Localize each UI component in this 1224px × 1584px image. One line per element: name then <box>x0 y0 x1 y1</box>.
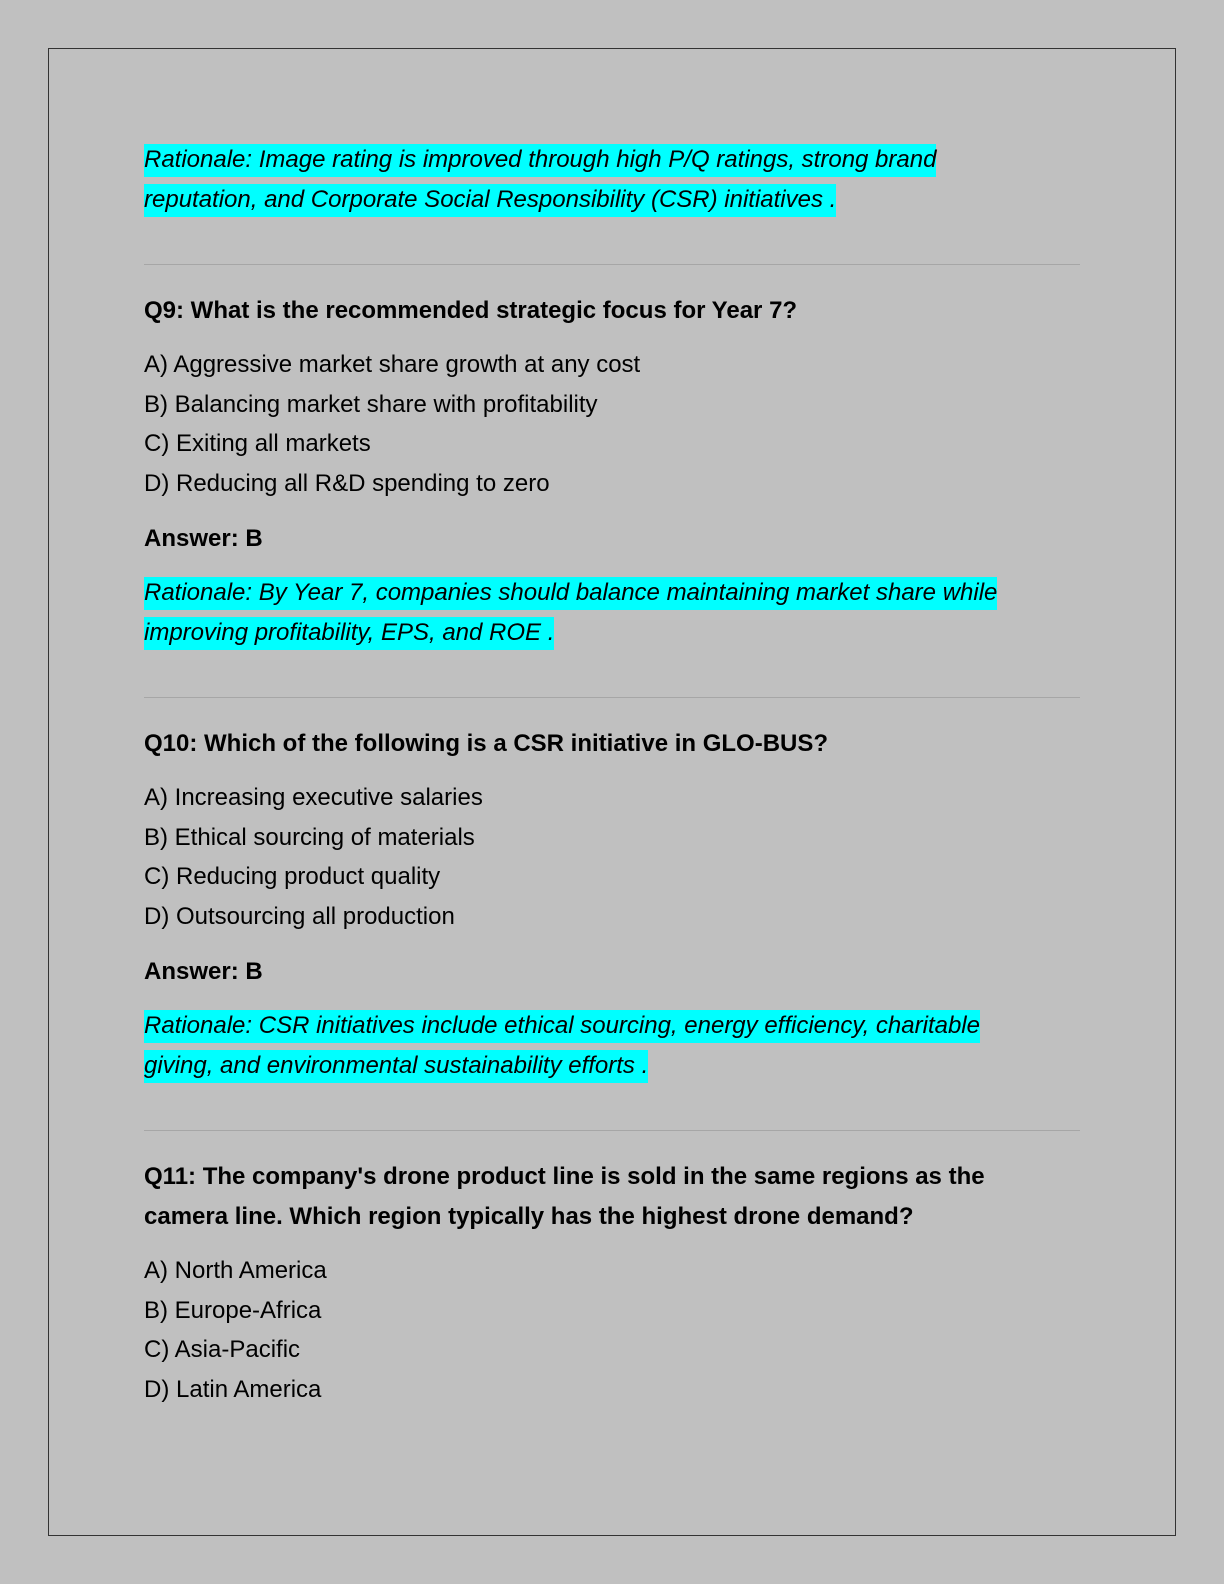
option-q10-c: C) Reducing product quality <box>144 863 441 890</box>
option-q10-b: B) Ethical sourcing of materials <box>144 823 475 851</box>
question-q9: Q9: What is the recommended strategic focus for Year 7? <box>144 297 798 324</box>
rationale-q8 <box>144 140 1004 220</box>
question-q11: Q11: The company's drone product line is sold in the same regions as the camera line. Which region typically has the highest drone demand? <box>144 1163 985 1230</box>
rationale-q10 <box>144 1006 1044 1086</box>
options-q9 <box>144 345 1080 503</box>
option-q11-c: C) Asia-Pacific <box>144 1336 301 1363</box>
options-q11 <box>144 1251 1080 1409</box>
rationale-q9-text: Rationale: By Year 7, companies should balance maintaining market share while improving profitability, EPS, and ROE . <box>144 577 997 650</box>
option-q11-a: A) North America <box>144 1257 327 1284</box>
answer-q10: Answer: B <box>144 958 263 985</box>
separator <box>144 264 1080 265</box>
answer-q9: Answer: B <box>144 525 263 552</box>
option-q11-b: B) Europe-Africa <box>144 1296 322 1324</box>
option-q9-d: D) Reducing all R&D spending to zero <box>144 469 550 497</box>
document-content <box>144 140 1080 1409</box>
separator <box>144 697 1080 698</box>
option-q10-d: D) Outsourcing all production <box>144 902 455 930</box>
option-q11-d: D) Latin America <box>144 1375 322 1403</box>
rationale-q9 <box>144 573 1054 653</box>
option-q9-a: A) Aggressive market share growth at any cost <box>144 351 641 378</box>
rationale-q10-text: Rationale: CSR initiatives include ethical sourcing, energy efficiency, charitable giving, and environmental sustainability efforts . <box>144 1010 980 1083</box>
options-q10 <box>144 778 1080 936</box>
option-q10-a: A) Increasing executive salaries <box>144 784 483 811</box>
question-q10: Q10: Which of the following is a CSR initiative in GLO-BUS? <box>144 730 829 757</box>
separator <box>144 1130 1080 1131</box>
option-q9-c: C) Exiting all markets <box>144 430 371 457</box>
rationale-q8-text: Rationale: Image rating is improved through high P/Q ratings, strong brand reputation, and Corporate Social Responsibility (CSR) initiatives . <box>144 144 936 217</box>
option-q9-b: B) Balancing market share with profitability <box>144 390 598 418</box>
